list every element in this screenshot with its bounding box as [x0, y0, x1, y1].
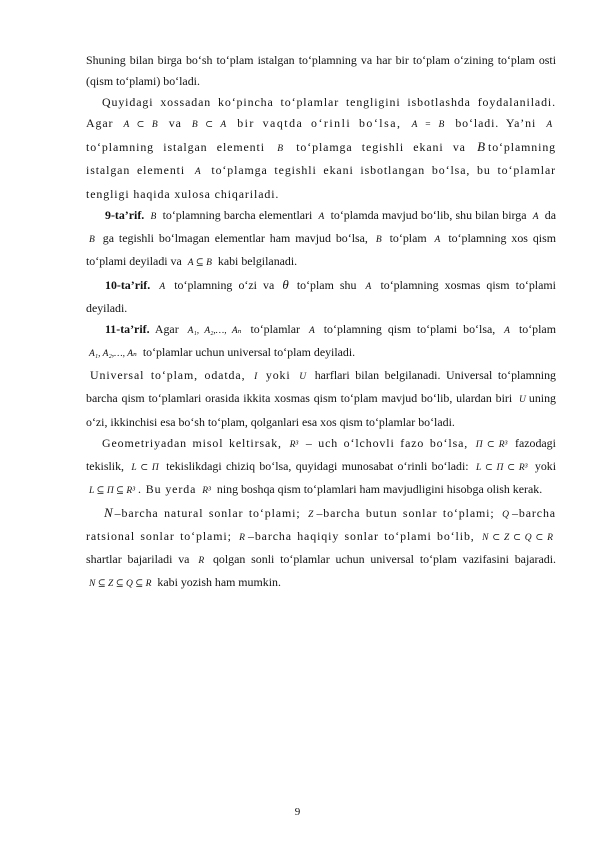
formula: N ⊂ Z ⊂ Q ⊂ R	[482, 532, 553, 543]
paragraph-number-sets	[86, 502, 556, 595]
formula: R	[198, 556, 205, 567]
page-number: 9	[294, 806, 301, 818]
paragraph-geometry-example	[86, 433, 556, 502]
paragraph-equality-property	[86, 92, 556, 204]
definition-label: 11-ta’rif.	[105, 322, 150, 337]
formula: R	[239, 532, 245, 543]
text: tekislikdagi chiziq bo‘lsa, quyidagi munosabat o‘rinli bo‘ladi:	[166, 458, 469, 473]
text: bo‘ladi. Ya’ni	[455, 116, 537, 131]
formula: Q	[502, 509, 510, 520]
text: to‘plamga tegishli ekani isbotlangan bo‘lsa, bu to‘plamlar tengligi haqida xulosa chiqariladi.	[86, 163, 557, 201]
formula: B	[89, 234, 95, 245]
text: –barcha natural sonlar to‘plami;	[114, 505, 301, 520]
formula: B ⊂ A	[191, 120, 228, 131]
formula: N	[104, 504, 113, 520]
text: yoki	[534, 458, 557, 473]
formula: R³	[289, 439, 299, 450]
formula: A₁, A₂,…, Aₙ	[89, 349, 137, 360]
formula: A	[532, 211, 539, 222]
text: kabi yozish ham mumkin.	[157, 575, 281, 590]
text: to‘plamga tegishli ekani va	[296, 140, 466, 155]
text: Universal to‘plam, odatda,	[90, 368, 246, 383]
paragraph-empty-set	[86, 50, 556, 92]
text: to‘plamning qism to‘plami bo‘lsa,	[323, 322, 496, 337]
text: bir vaqtda o‘rinli bo‘lsa,	[237, 116, 402, 131]
formula: A ⊂ B	[123, 120, 159, 131]
formula: A	[365, 281, 372, 292]
text: to‘plamning xosmas qism to‘plami deyiladi.	[86, 277, 556, 316]
text: yoki	[265, 368, 291, 383]
text: to‘plamning xos qism to‘plami deyiladi va	[86, 230, 556, 268]
formula: A = B	[411, 120, 446, 131]
formula: L ⊂ Π	[131, 462, 159, 473]
page-body	[86, 50, 556, 595]
formula: A₁, A₂,…, Aₙ	[187, 326, 242, 337]
formula: R³	[202, 485, 211, 496]
text: –barcha haqiqiy sonlar to‘plami bo‘lib,	[247, 528, 475, 543]
text: –barcha butun sonlar to‘plami;	[316, 505, 495, 520]
formula: B	[375, 234, 382, 245]
text: uning o‘zi, ikkinchisi esa bo‘sh to‘plam, qolganlari esa xos qism to‘plamlar bo‘ladi.	[86, 391, 556, 429]
definition-9	[86, 205, 556, 274]
text: to‘plam shu	[296, 277, 357, 292]
definition-label: 10-ta’rif.	[105, 277, 151, 292]
text: to‘plamning o‘zi va	[174, 277, 275, 292]
formula: L ⊆ Π ⊆ R³	[89, 485, 136, 496]
text: to‘plamlar	[250, 322, 300, 337]
formula: U	[519, 395, 526, 406]
formula: A	[318, 211, 325, 222]
text: shartlar bajariladi va	[86, 552, 190, 567]
text: to‘plam	[389, 230, 427, 245]
text: to‘plamlar uchun universal to‘plam deyiladi.	[142, 345, 356, 360]
definition-label: 9-ta’rif.	[105, 207, 145, 222]
formula: A	[546, 120, 554, 131]
text: ning boshqa qism to‘plamlari ham mavjudligini hisobga olish kerak.	[216, 481, 543, 496]
text: da	[544, 207, 556, 222]
paragraph-universal-set	[86, 365, 556, 432]
text: Shuning bilan birga bo‘sh to‘plam istalgan to‘plamning va har bir to‘plam o‘zining to‘plam osti (qism to‘plami) bo‘ladi.	[86, 53, 556, 89]
text: va	[168, 116, 182, 131]
text: –barcha ratsional sonlar to‘plami;	[86, 505, 556, 543]
text: to‘plam	[518, 322, 556, 337]
text: to‘plamning istalgan elementi	[86, 140, 265, 155]
formula: A	[308, 326, 315, 337]
text: qolgan sonli to‘plamlar uchun universal to‘plam vazifasini bajaradi.	[212, 552, 556, 567]
text: harflari bilan belgilanadi. Universal to‘plamning barcha qism to‘plamlari orasida ikkita xosmas qism to‘plam mavjud bo‘lib, ulardan biri	[86, 368, 556, 406]
text: Quyidagi xossadan ko‘pincha to‘plamlar tengligini isbotlashda foydalaniladi. Agar	[86, 95, 556, 131]
formula: A	[194, 167, 202, 178]
text: ga tegishli bo‘lmagan elementlar ham mavjud bo‘lsa,	[102, 230, 368, 245]
formula: θ	[282, 276, 289, 292]
formula: L ⊂ Π ⊂ R³	[475, 462, 528, 473]
formula: A	[159, 281, 166, 292]
text: fazodagi tekislik,	[86, 435, 556, 473]
text: to‘plamda mavjud bo‘lib, shu bilan birga	[330, 207, 527, 222]
formula: A	[504, 326, 510, 337]
formula: B	[477, 139, 486, 155]
formula: I	[254, 372, 258, 383]
formula: B	[277, 144, 284, 155]
text: kabi belgilanadi.	[217, 253, 298, 268]
text: – uch o‘lchovli fazo bo‘lsa,	[305, 435, 469, 450]
text: Agar	[154, 322, 179, 337]
formula: N ⊆ Z ⊆ Q ⊆ R	[89, 579, 152, 590]
definition-11	[86, 319, 556, 365]
definition-10	[86, 274, 556, 319]
formula: U	[299, 372, 307, 383]
formula: A	[434, 234, 441, 245]
text: Geometriyadan misol keltirsak,	[102, 435, 282, 450]
formula: A ⊆ B	[187, 257, 212, 268]
text: to‘plamning barcha elementlari	[162, 207, 313, 222]
text: to‘plamning istalgan elementi	[86, 140, 557, 178]
formula: B	[150, 211, 157, 222]
formula: Π ⊂ R³	[475, 439, 508, 450]
formula: Z	[308, 509, 314, 520]
text: . Bu yerda	[138, 481, 197, 496]
